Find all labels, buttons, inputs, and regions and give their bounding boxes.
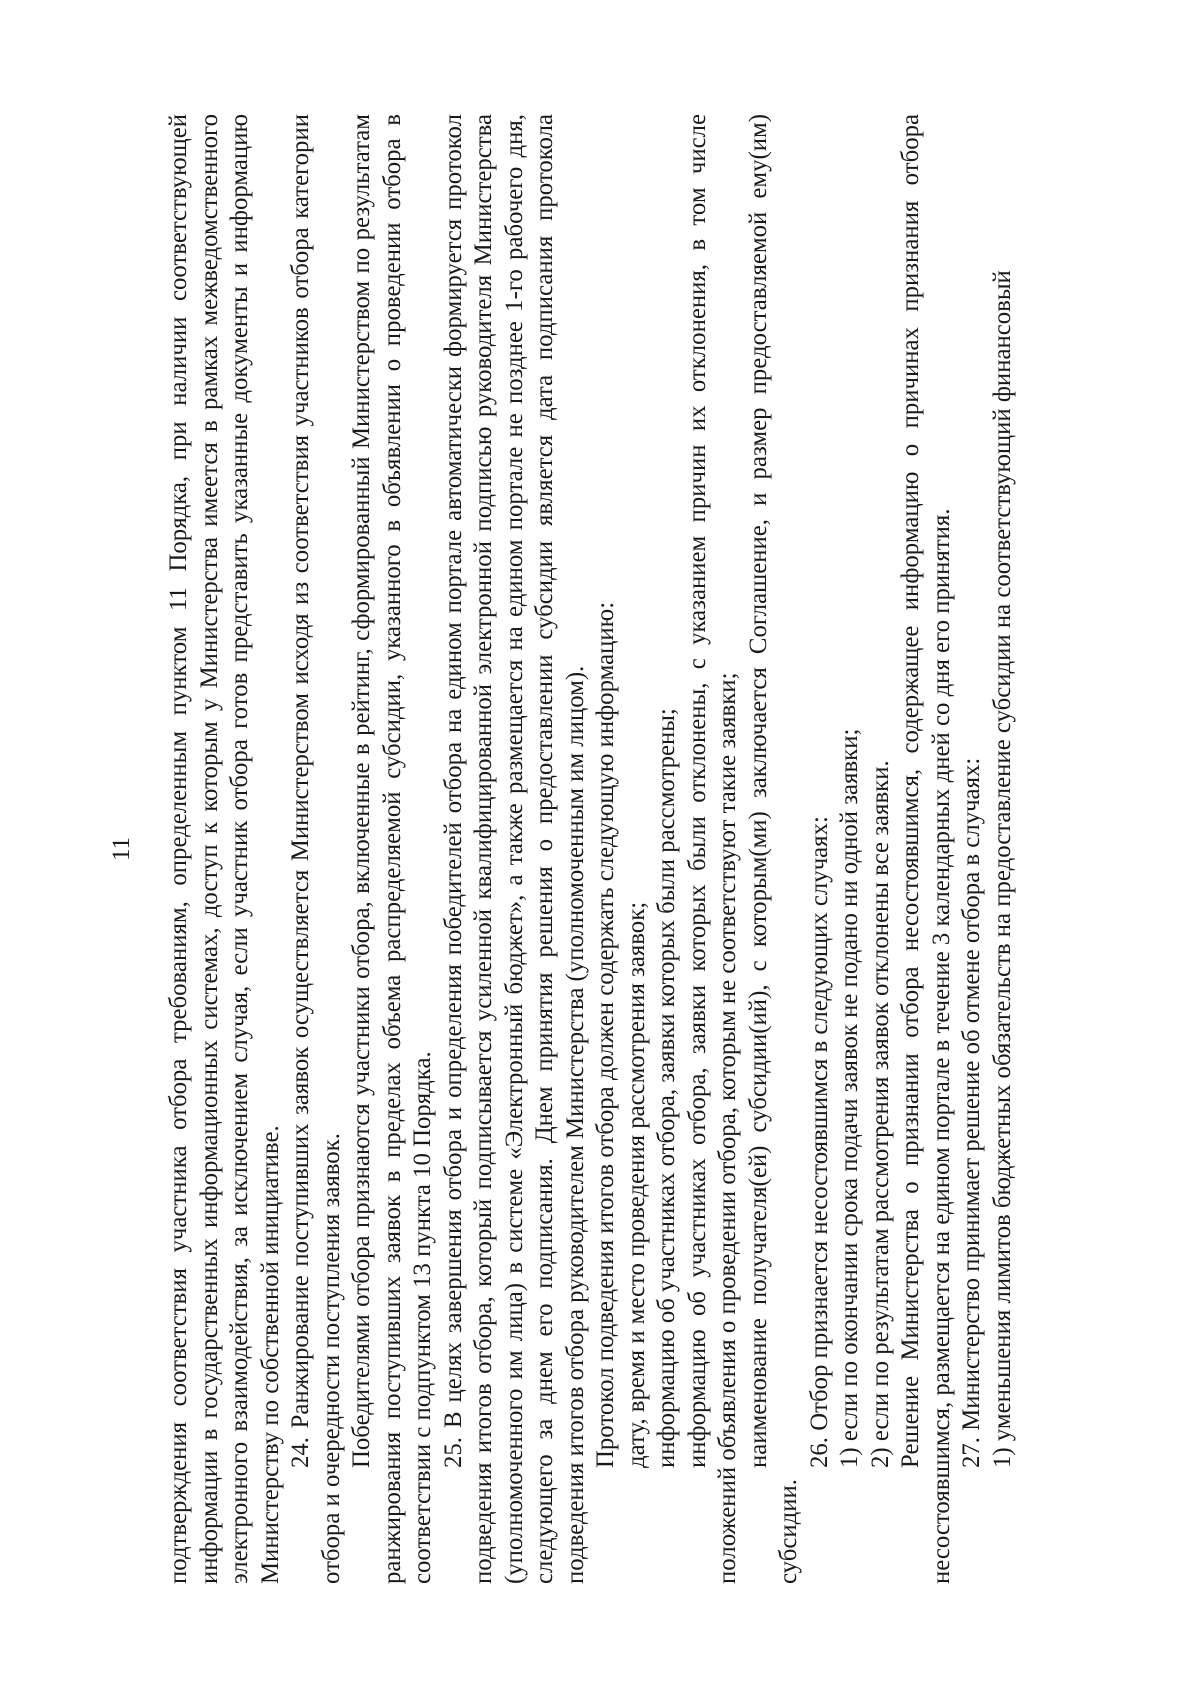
paragraph: Решение Министерства о признании отбора несостоявшимся, содержащее информацию о причинах признания отбора несостоявшимся, размещается на едином портале в течение 3 календарных дней со дня его принятия. xyxy=(897,113,955,1584)
paragraph: 26. Отбор признается несостоявшимся в следующих случаях: xyxy=(805,815,833,1468)
paragraph: наименование получателя(ей) субсидии(ий), с которым(ми) заключается Соглашение, и размер предоставляемой ему(им) субсидии. xyxy=(744,113,802,1584)
paragraph: Победителями отбора признаются участники отбора, включенные в рейтинг, сформированный Министерством по результатам ранжирования поступивших заявок в пределах объема распределяемой субсидии, указанного в объявлении о проведении отбора в соответствии с подпунктом 13 пункта 10 Порядка. xyxy=(348,113,436,1584)
paragraph: подтверждения соответствия участника отбора требованиям, определенным пунктом 11 Порядка, при наличии соответствующей информации в государственных информационных системах, доступ к которым у Министерства имеется в рамках межведомственного электронного взаимодействия, за исключением случая, если участник отбора готов представить указанные документы и информацию Министерству по собственной инициативе. xyxy=(165,113,284,1584)
paragraph: информацию об участниках отбора, заявки которых были отклонены, с указанием причин их отклонения, в том числе положений объявления о проведении отбора, которым не соответствуют такие заявки; xyxy=(683,113,741,1584)
paragraph: 1) если по окончании срока подачи заявок не подано ни одной заявки; xyxy=(836,728,863,1468)
paragraph: информацию об участниках отбора, заявки которых были рассмотрены; xyxy=(653,707,680,1468)
paragraph: 2) если по результатам рассмотрения заявок отклонены все заявки. xyxy=(866,759,894,1468)
document-body xyxy=(164,114,1018,1584)
paragraph: 25. В целях завершения отбора и определения победителей отбора на едином портале автоматически формируется протокол подведения итогов отбора, который подписывается усиленной квалифицированной электронной подписью руководителя Министерства (уполномоченного им лица) в системе «Электронный бюджет», а также размещается на едином портале не позднее 1-го рабочего дня, следующего за днем его подписания. Днем принятия решения о предоставлении субсидии является дата подписания протокола подведения итогов отбора руководителем Министерства (уполномоченным им лицом). xyxy=(439,113,589,1584)
page-number: 11 xyxy=(108,836,135,861)
paragraph: 24. Ранжирование поступивших заявок осуществляется Министерством исходя из соответствия участников отбора категории отбора и очередности поступления заявок. xyxy=(287,113,345,1584)
paragraph: 1) уменьшения лимитов бюджетных обязательств на предоставление субсидии на соответствующий финансовый xyxy=(988,269,1016,1468)
paragraph: Протокол подведения итогов отбора должен содержать следующую информацию: xyxy=(592,601,619,1468)
paragraph: 27. Министерство принимает решение об отмене отбора в случаях: xyxy=(958,757,985,1468)
paragraph: дату, время и место проведения рассмотрения заявок; xyxy=(622,901,650,1468)
rotated-text-block xyxy=(100,114,1100,1584)
